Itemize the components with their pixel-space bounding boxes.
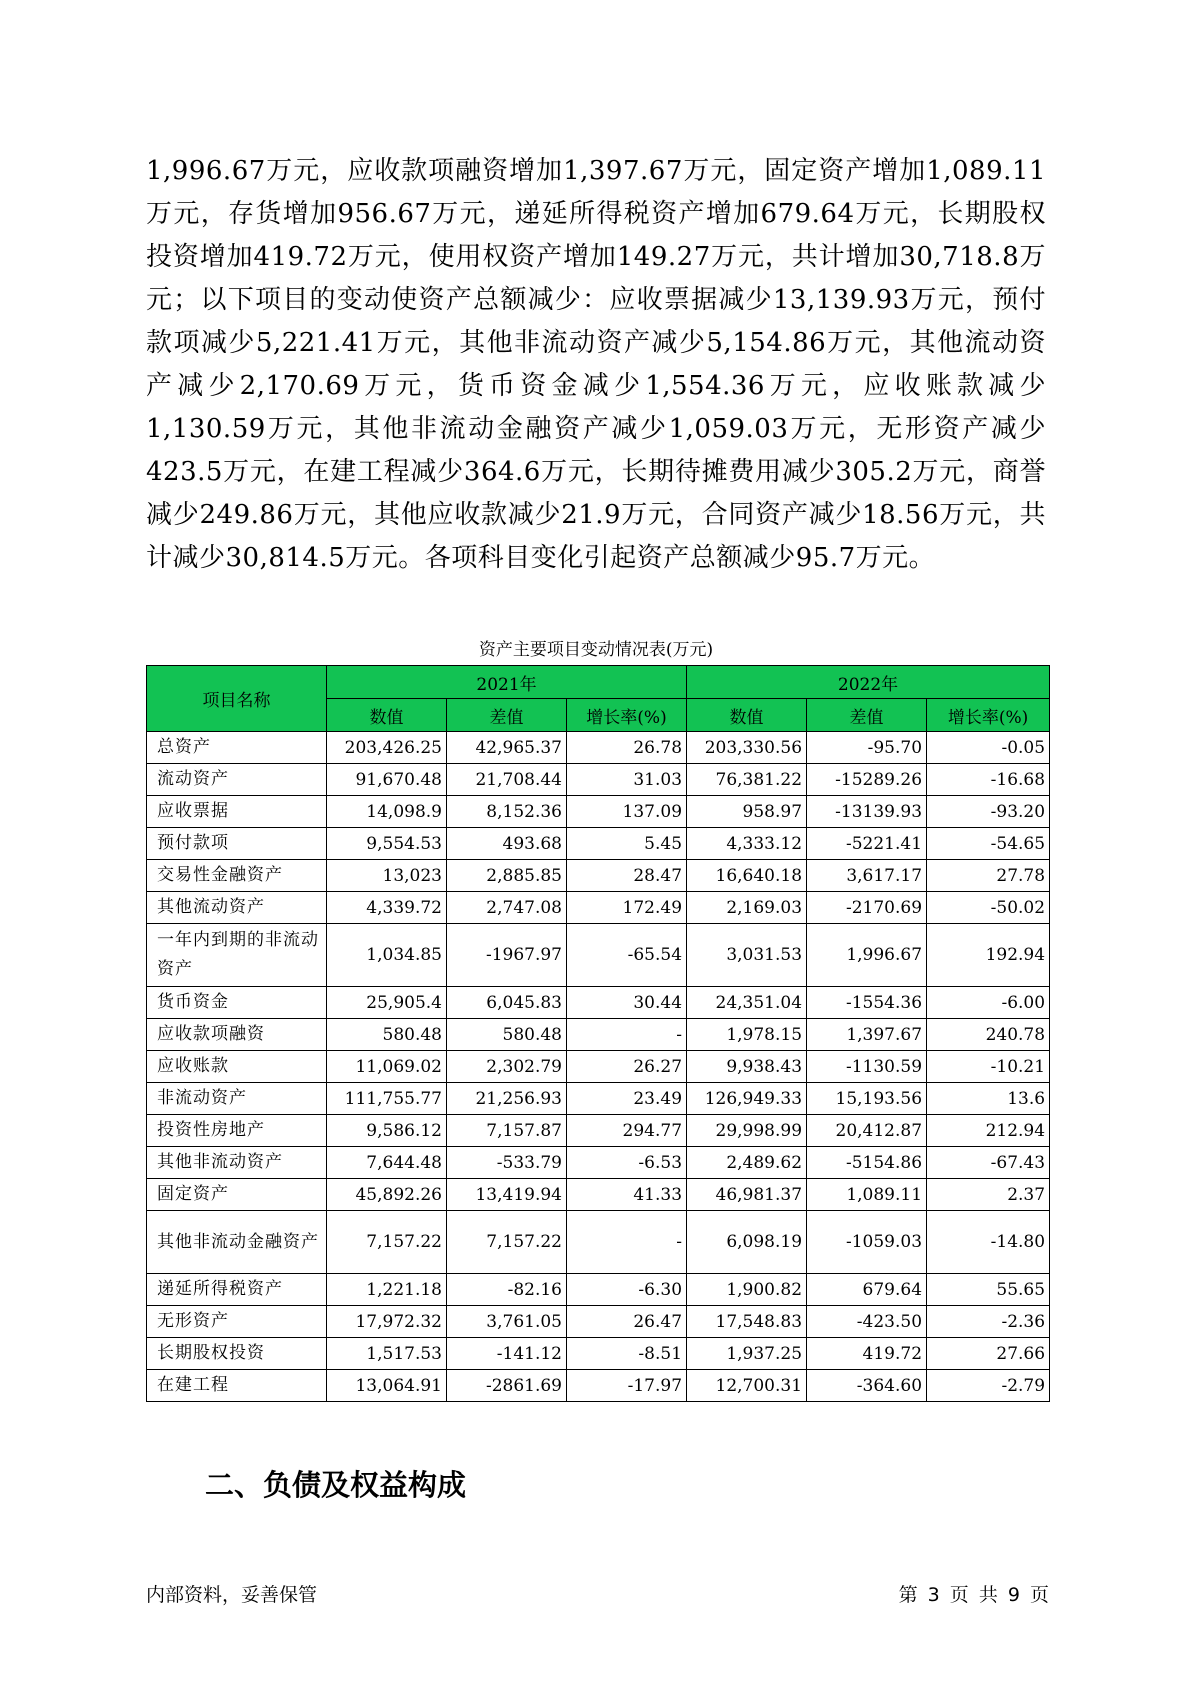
header-year-2021: 2021年: [327, 666, 687, 699]
header-year-2022: 2022年: [687, 666, 1050, 699]
cell-diff-2022: 20,412.87: [807, 1115, 927, 1147]
cell-growth-2022: -2.36: [927, 1306, 1050, 1338]
cell-growth-2021: -6.30: [567, 1274, 687, 1306]
cell-growth-2021: 41.33: [567, 1179, 687, 1211]
cell-diff-2021: 493.68: [447, 828, 567, 860]
cell-diff-2021: -141.12: [447, 1338, 567, 1370]
table-row: [147, 987, 1050, 1019]
table-row: [147, 1115, 1050, 1147]
cell-growth-2022: -16.68: [927, 764, 1050, 796]
cell-diff-2022: -423.50: [807, 1306, 927, 1338]
cell-value-2021: 4,339.72: [327, 892, 447, 924]
cell-growth-2022: 240.78: [927, 1019, 1050, 1051]
cell-item-name: 预付款项: [147, 828, 327, 860]
header-item-name: 项目名称: [147, 666, 327, 732]
footer-confidential-note: 内部资料，妥善保管: [146, 1584, 318, 1606]
cell-diff-2022: 419.72: [807, 1338, 927, 1370]
cell-growth-2022: -0.05: [927, 732, 1050, 764]
cell-diff-2022: -5221.41: [807, 828, 927, 860]
cell-growth-2021: 26.27: [567, 1051, 687, 1083]
cell-diff-2022: -2170.69: [807, 892, 927, 924]
footer-page-number: 第 3 页 共 9 页: [898, 1584, 1049, 1606]
cell-value-2021: 111,755.77: [327, 1083, 447, 1115]
asset-change-table: [146, 665, 1050, 1402]
table-row: [147, 1019, 1050, 1051]
cell-growth-2022: 13.6: [927, 1083, 1050, 1115]
cell-diff-2022: -1554.36: [807, 987, 927, 1019]
cell-growth-2021: -65.54: [567, 924, 687, 987]
cell-diff-2022: -15289.26: [807, 764, 927, 796]
table-row: [147, 860, 1050, 892]
cell-value-2021: 91,670.48: [327, 764, 447, 796]
cell-value-2022: 2,489.62: [687, 1147, 807, 1179]
table-row: [147, 764, 1050, 796]
cell-value-2021: 14,098.9: [327, 796, 447, 828]
cell-diff-2021: 7,157.22: [447, 1211, 567, 1274]
cell-growth-2021: 26.47: [567, 1306, 687, 1338]
body-paragraph: 1,996.67万元，应收款项融资增加1,397.67万元，固定资产增加1,089.11万元，存货增加956.67万元，递延所得税资产增加679.64万元，长期股权投资增加419.72万元，使用权资产增加149.27万元，共计增加30,718.8万元；以下项目的变动使资产总额减少：应收票据减少13,139.93万元，预付款项减少5,221.41万元，其他非流动资产减少5,154.86万元，其他流动资产减少2,170.69万元，货币资金减少1,554.36万元，应收账款减少1,130.59万元，其他非流动金融资产减少1,059.03万元，无形资产减少423.5万元，在建工程减少364.6万元，长期待摊费用减少305.2万元，商誉减少249.86万元，其他应收款减少21.9万元，合同资产减少18.56万元，共计减少30,814.5万元。各项科目变化引起资产总额减少95.7万元。: [146, 156, 1046, 573]
header-growth-2022: 增长率(%): [927, 699, 1050, 732]
cell-item-name: 长期股权投资: [147, 1338, 327, 1370]
cell-item-name: 投资性房地产: [147, 1115, 327, 1147]
cell-value-2021: 7,644.48: [327, 1147, 447, 1179]
header-value-2022: 数值: [687, 699, 807, 732]
cell-diff-2022: -13139.93: [807, 796, 927, 828]
cell-value-2022: 46,981.37: [687, 1179, 807, 1211]
table-row: [147, 1370, 1050, 1402]
cell-value-2022: 9,938.43: [687, 1051, 807, 1083]
cell-diff-2021: 8,152.36: [447, 796, 567, 828]
cell-item-name: 其他非流动资产: [147, 1147, 327, 1179]
table-row: [147, 1306, 1050, 1338]
cell-value-2022: 16,640.18: [687, 860, 807, 892]
cell-value-2022: 24,351.04: [687, 987, 807, 1019]
cell-growth-2021: 30.44: [567, 987, 687, 1019]
table-body: [147, 732, 1050, 1402]
section-heading: 二、负债及权益构成: [205, 1468, 467, 1502]
cell-value-2022: 2,169.03: [687, 892, 807, 924]
table-row: [147, 1274, 1050, 1306]
cell-growth-2021: 23.49: [567, 1083, 687, 1115]
table-row: [147, 1179, 1050, 1211]
cell-growth-2021: -8.51: [567, 1338, 687, 1370]
cell-value-2021: 45,892.26: [327, 1179, 447, 1211]
table-row: [147, 796, 1050, 828]
cell-growth-2022: 2.37: [927, 1179, 1050, 1211]
cell-item-name: 应收账款: [147, 1051, 327, 1083]
cell-diff-2021: 7,157.87: [447, 1115, 567, 1147]
cell-diff-2021: 2,747.08: [447, 892, 567, 924]
cell-diff-2021: 13,419.94: [447, 1179, 567, 1211]
cell-growth-2022: 192.94: [927, 924, 1050, 987]
header-value-2021: 数值: [327, 699, 447, 732]
cell-diff-2022: -1130.59: [807, 1051, 927, 1083]
cell-item-name: 其他非流动金融资产: [147, 1211, 327, 1274]
cell-diff-2022: -5154.86: [807, 1147, 927, 1179]
cell-diff-2022: -364.60: [807, 1370, 927, 1402]
cell-item-name: 其他流动资产: [147, 892, 327, 924]
cell-value-2021: 17,972.32: [327, 1306, 447, 1338]
cell-diff-2022: 1,996.67: [807, 924, 927, 987]
cell-item-name: 交易性金融资产: [147, 860, 327, 892]
cell-value-2022: 6,098.19: [687, 1211, 807, 1274]
cell-value-2021: 7,157.22: [327, 1211, 447, 1274]
cell-item-name: 一年内到期的非流动资产: [147, 924, 327, 987]
table-row: [147, 828, 1050, 860]
table-row: [147, 1147, 1050, 1179]
table-row: [147, 1211, 1050, 1274]
cell-value-2021: 11,069.02: [327, 1051, 447, 1083]
table-row: [147, 924, 1050, 987]
cell-growth-2021: 28.47: [567, 860, 687, 892]
cell-growth-2021: -6.53: [567, 1147, 687, 1179]
cell-value-2022: 126,949.33: [687, 1083, 807, 1115]
table-row: [147, 1051, 1050, 1083]
cell-item-name: 应收票据: [147, 796, 327, 828]
cell-item-name: 固定资产: [147, 1179, 327, 1211]
cell-growth-2021: 137.09: [567, 796, 687, 828]
cell-diff-2022: -95.70: [807, 732, 927, 764]
cell-item-name: 无形资产: [147, 1306, 327, 1338]
cell-diff-2022: 1,397.67: [807, 1019, 927, 1051]
cell-value-2021: 1,034.85: [327, 924, 447, 987]
cell-growth-2021: 172.49: [567, 892, 687, 924]
cell-growth-2022: 27.66: [927, 1338, 1050, 1370]
cell-growth-2022: -54.65: [927, 828, 1050, 860]
cell-value-2022: 4,333.12: [687, 828, 807, 860]
cell-value-2021: 9,554.53: [327, 828, 447, 860]
cell-growth-2021: 26.78: [567, 732, 687, 764]
cell-item-name: 货币资金: [147, 987, 327, 1019]
cell-value-2022: 3,031.53: [687, 924, 807, 987]
table-row: [147, 1083, 1050, 1115]
header-diff-2021: 差值: [447, 699, 567, 732]
cell-growth-2021: 5.45: [567, 828, 687, 860]
cell-value-2021: 203,426.25: [327, 732, 447, 764]
cell-growth-2022: -67.43: [927, 1147, 1050, 1179]
cell-value-2022: 1,978.15: [687, 1019, 807, 1051]
cell-diff-2021: 580.48: [447, 1019, 567, 1051]
cell-growth-2022: -93.20: [927, 796, 1050, 828]
cell-item-name: 在建工程: [147, 1370, 327, 1402]
cell-diff-2022: 1,089.11: [807, 1179, 927, 1211]
table-row: [147, 732, 1050, 764]
cell-diff-2022: -1059.03: [807, 1211, 927, 1274]
cell-value-2021: 25,905.4: [327, 987, 447, 1019]
cell-item-name: 流动资产: [147, 764, 327, 796]
cell-growth-2022: -6.00: [927, 987, 1050, 1019]
cell-diff-2021: -533.79: [447, 1147, 567, 1179]
cell-diff-2021: 6,045.83: [447, 987, 567, 1019]
cell-value-2021: 13,023: [327, 860, 447, 892]
cell-diff-2021: 42,965.37: [447, 732, 567, 764]
cell-value-2021: 9,586.12: [327, 1115, 447, 1147]
cell-growth-2021: -: [567, 1019, 687, 1051]
cell-value-2022: 12,700.31: [687, 1370, 807, 1402]
cell-diff-2021: -2861.69: [447, 1370, 567, 1402]
cell-diff-2021: -1967.97: [447, 924, 567, 987]
cell-diff-2021: 3,761.05: [447, 1306, 567, 1338]
cell-value-2022: 1,937.25: [687, 1338, 807, 1370]
table-caption: 资产主要项目变动情况表(万元): [478, 640, 714, 660]
cell-item-name: 应收款项融资: [147, 1019, 327, 1051]
cell-growth-2021: -17.97: [567, 1370, 687, 1402]
table-row: [147, 1338, 1050, 1370]
cell-growth-2022: 27.78: [927, 860, 1050, 892]
cell-diff-2021: 21,708.44: [447, 764, 567, 796]
table-row: [147, 892, 1050, 924]
cell-value-2022: 76,381.22: [687, 764, 807, 796]
header-diff-2022: 差值: [807, 699, 927, 732]
cell-value-2022: 17,548.83: [687, 1306, 807, 1338]
cell-growth-2022: -50.02: [927, 892, 1050, 924]
cell-growth-2021: -: [567, 1211, 687, 1274]
cell-diff-2021: 21,256.93: [447, 1083, 567, 1115]
cell-growth-2022: -10.21: [927, 1051, 1050, 1083]
cell-value-2022: 203,330.56: [687, 732, 807, 764]
cell-diff-2022: 679.64: [807, 1274, 927, 1306]
cell-value-2022: 29,998.99: [687, 1115, 807, 1147]
header-growth-2021: 增长率(%): [567, 699, 687, 732]
cell-value-2022: 958.97: [687, 796, 807, 828]
cell-value-2021: 13,064.91: [327, 1370, 447, 1402]
cell-diff-2021: 2,302.79: [447, 1051, 567, 1083]
cell-growth-2022: -2.79: [927, 1370, 1050, 1402]
cell-diff-2021: -82.16: [447, 1274, 567, 1306]
cell-item-name: 总资产: [147, 732, 327, 764]
cell-value-2022: 1,900.82: [687, 1274, 807, 1306]
cell-growth-2022: -14.80: [927, 1211, 1050, 1274]
cell-growth-2022: 55.65: [927, 1274, 1050, 1306]
cell-item-name: 非流动资产: [147, 1083, 327, 1115]
cell-value-2021: 580.48: [327, 1019, 447, 1051]
cell-growth-2021: 294.77: [567, 1115, 687, 1147]
cell-diff-2022: 15,193.56: [807, 1083, 927, 1115]
cell-item-name: 递延所得税资产: [147, 1274, 327, 1306]
cell-value-2021: 1,517.53: [327, 1338, 447, 1370]
cell-growth-2022: 212.94: [927, 1115, 1050, 1147]
cell-growth-2021: 31.03: [567, 764, 687, 796]
cell-value-2021: 1,221.18: [327, 1274, 447, 1306]
cell-diff-2022: 3,617.17: [807, 860, 927, 892]
cell-diff-2021: 2,885.85: [447, 860, 567, 892]
